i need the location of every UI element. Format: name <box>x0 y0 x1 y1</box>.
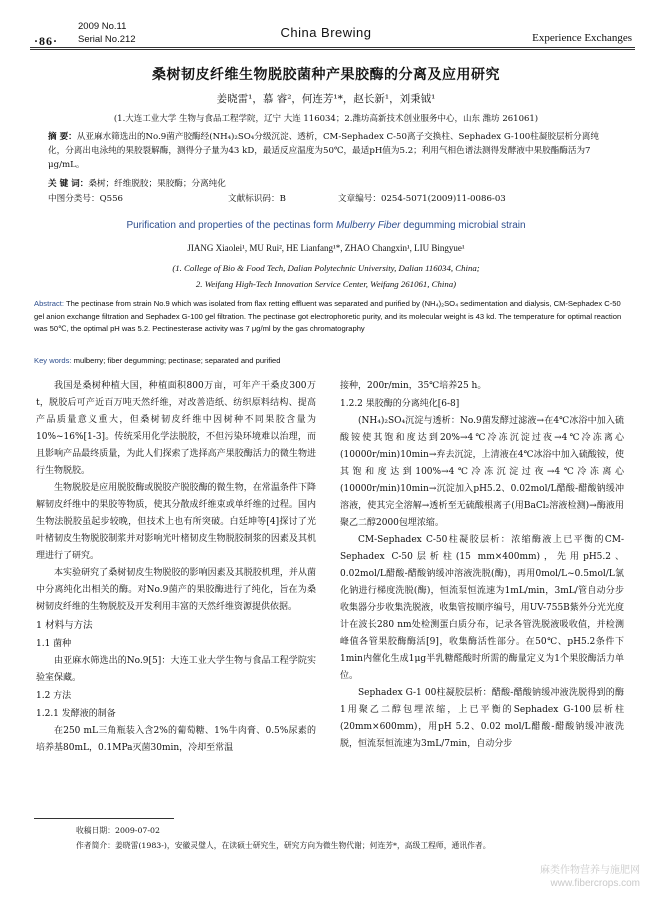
body-paragraph: 本实验研究了桑树韧皮生物脱胶的影响因素及其脱胶机理，并从菌中分离纯化出相关的酶。对No.9菌产的果胶酶进行了纯化，旨在为桑树韧皮纤维的生物脱胶及开发利用丰富的天然纤维资源提供依据。 <box>36 568 316 612</box>
body-paragraph: 接种，200r/min，35℃培养25 h。 <box>340 381 487 391</box>
subsection-heading: 1.2.2 果胶酶的分离纯化[6-8] <box>340 399 460 409</box>
header-rule-thin <box>30 49 635 50</box>
body-paragraph: 我国是桑树种植大国，种植面积800万亩，可年产干桑皮300万t，脱胶后可产近百万吨天然纤维，对改善造纸、纺织原料结构、提高产品质量意义重大，但桑树韧皮纤维中因树种不同果胶含量为10%~16%[1-3]。传统采用化学法脱胶，不但污染环境难以治理，而且影响产品最终质量，为此人们探索了选择高产果胶酶活力的微生物进行生物脱胶。 <box>36 381 316 476</box>
section-heading: 1 材料与方法 <box>36 620 93 631</box>
body-paragraph: Sephadex G-1 00柱凝胶层析：醋酸-醋酸钠缓冲液洗脱得到的酶1用聚乙二醇包埋浓缩，上已平衡的Sephadex G-100层析柱(20mm×600mm)，用pH 5.2、0.02 mol/L醋酸-醋酸钠缓冲液洗脱，恒流泵恒流速为3mL/7min，自动分步 <box>340 688 624 749</box>
classification-line <box>48 192 613 204</box>
subsection-heading: 1.1 菌种 <box>36 639 72 649</box>
header-rule <box>30 47 635 48</box>
body-paragraph: CM-Sephadex C-50柱凝胶层析：浓缩酶液上已平衡的CM-Sephadex C-50层析柱(15 mm×400mm)，先用pH5.2、0.02mol/L醋酸-醋酸钠缓冲溶液洗脱(酶)，再用0mol/L~0.5mol/L氯化钠进行梯度洗脱(酶)，恒流泵恒流速为1mL/min，3mL/管自动分步收集器分步收集洗脱液，收集管按顺序编号，用UV-755B紫外分光光度计在波长280 nm处检测蛋白质分布，记录各管洗脱液吸收值，并检测峰值各管果胶酶酶活[9]，收集酶活性部分。在50℃、pH5.2条件下1min内催化生成1μg半乳糖醛酸时所需的酶量定义为1个果胶酶活力单位。 <box>340 535 624 681</box>
doc-code-label: 文献标识码： <box>228 194 280 204</box>
year-issue: 2009 No.11 <box>78 21 127 32</box>
article-no-label: 文章编号： <box>338 194 381 204</box>
site-watermark <box>540 864 640 890</box>
chinese-keywords <box>48 177 613 189</box>
chinese-abstract-text: 从亚麻水筛选出的No.9菌产胶酶经(NH₄)₂SO₄分级沉淀、透析，CM-Sephadex C-50离子交换柱、Sephadex G-100柱凝胶层析分离纯化，分离出电泳纯的果胶裂解酶，测得分子量为43 kD，最适反应温度为50℃，最适pH值为5.2；利用气相色谱法测得发酵液中果胶酯酶活为7 μg/mL。 <box>48 132 599 170</box>
journal-name: China Brewing <box>280 25 372 40</box>
doc-code-value: B <box>279 194 286 204</box>
received-date: 收稿日期：2009-07-02 <box>76 826 160 835</box>
chinese-title: 桑树韧皮纤维生物脱胶菌种产果胶酶的分离及应用研究 <box>152 67 500 83</box>
english-abstract <box>34 298 624 336</box>
class-label: 中图分类号： <box>48 194 100 204</box>
article-no-value: 0254-5071(2009)11-0086-03 <box>380 194 506 204</box>
serial-number: Serial No.212 <box>78 34 136 45</box>
subsection-heading: 1.2.1 发酵液的制备 <box>36 709 116 719</box>
subsection-heading: 1.2 方法 <box>36 691 72 701</box>
body-right-column <box>340 378 624 753</box>
watermark-url: www.fibercrops.com <box>550 878 640 889</box>
chinese-abstract-label: 摘 要： <box>48 132 77 142</box>
english-title <box>0 220 652 231</box>
chinese-authors: 姜晓雷¹，慕 睿²，何连芳¹*，赵长新¹，刘秉钺¹ <box>216 93 436 105</box>
page-number: ·86· <box>34 34 59 48</box>
footnote-rule <box>34 818 174 819</box>
author-bio: 作者简介：姜晓雷(1983-)，安徽灵璧人，在读硕士研究生，研究方向为微生物代谢；何连芳*，高级工程师，通讯作者。 <box>76 841 491 850</box>
english-authors: JIANG Xiaolei¹, MU Rui², HE Lianfang¹*, ZHAO Changxin¹, LIU Bingyue¹ <box>187 243 465 253</box>
column-name: Experience Exchanges <box>532 32 632 44</box>
watermark-title: 麻类作物营养与施肥网 <box>540 865 640 876</box>
english-keywords-label: Key words: <box>34 356 72 365</box>
chinese-affiliation: (1.大连工业大学 生物与食品工程学院，辽宁 大连 116034；2.潍坊高新技术创业服务中心，山东 潍坊 261061) <box>113 114 539 124</box>
chinese-keywords-label: 关 键 词： <box>48 179 89 189</box>
english-abstract-label: Abstract: <box>34 299 64 308</box>
body-left-column <box>36 378 316 757</box>
english-title-italic: Mulberry Fiber <box>336 220 401 231</box>
chinese-keywords-text: 桑树；纤维脱胶；果胶酶；分离纯化 <box>88 179 226 189</box>
english-keywords-text: mulberry; fiber degumming; pectinase; separated and purified <box>71 356 281 365</box>
english-title-text: Purification and properties of the pectinas form <box>126 220 337 231</box>
english-affiliation-1: (1. College of Bio & Food Tech, Dalian Polytechnic University, Dalian 116034, China; <box>172 263 480 273</box>
body-paragraph: 生物脱胶是应用脱胶酶或脱胶产脱胶酶的微生物，在常温条件下降解韧皮纤维中的果胶等物质，使其分散成纤维束或单纤维的过程。国内生物法脱胶虽起步较晚，但技术上也有所突破。白廷坤等[4]探讨了光叶楮韧皮生物脱胶制浆并对影响光叶楮韧皮生物脱胶制浆的因素及其机理进行了研究。 <box>36 483 316 561</box>
english-title-suffix: degumming microbial strain <box>400 220 526 231</box>
english-abstract-text: The pectinase from strain No.9 which was isolated from flax retting effluent was separated and purified by (NH₄)₂SO₄ sedimentation and dialysis, CM-Sephadex C-50 gel anion exchange filtration and Sephadex G-100 gel filtration. The pectinase got electrophoretic purity, and its molecular weight is 43 kd. The temperature for optimal reaction was 50℃, the optimal pH was 5.2. Pectinesterase activity was 7 μg/ml by the gas chromatography <box>34 299 622 333</box>
chinese-abstract <box>48 130 613 172</box>
english-affiliation-2: 2. Weifang High-Tech Innovation Service Center, Weifang 261061, China) <box>195 279 457 289</box>
body-paragraph: 在250 mL三角瓶装入含2%的葡萄糖、1%牛肉膏、0.5%尿素的培养基80mL，0.1MPa灭菌30min，冷却至常温 <box>36 726 316 753</box>
body-paragraph: (NH₄)₂SO₄沉淀与透析：No.9菌发酵过滤液→在4℃冰浴中加入硫酸铵使其饱和度达到20%→4℃冷冻沉淀过夜→4℃冷冻离心(10000r/min)10min→弃去沉淀，上清液在4℃冰浴中加入硫酸铵，使其饱和度达到100%→4℃冷冻沉淀过夜→4℃冷冻离心(10000r/min)10min→沉淀加入pH5.2、0.02mol/L醋酸-醋酸钠缓冲溶液，使其完全溶解→透析至无硫酸根离子(用BaCl₂溶液检测)→酶液用聚乙二醇2000包埋浓缩。 <box>340 416 624 528</box>
english-keywords <box>34 356 624 365</box>
body-paragraph: 由亚麻水筛选出的No.9[5]：大连工业大学生物与食品工程学院实验室保藏。 <box>36 656 316 683</box>
class-value: Q556 <box>99 194 124 204</box>
